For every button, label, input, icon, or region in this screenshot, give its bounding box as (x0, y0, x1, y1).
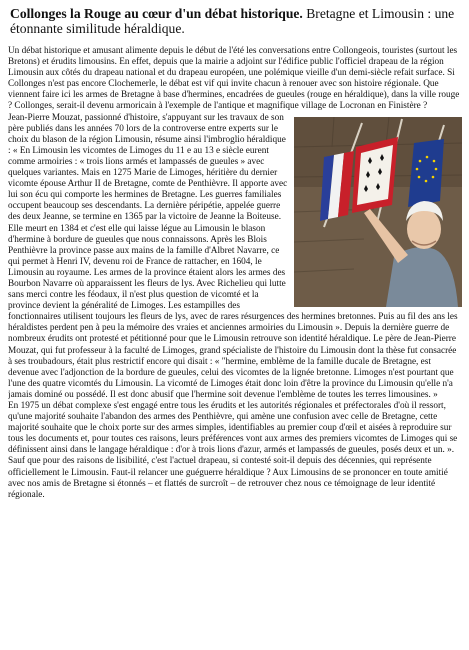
article-photo (294, 117, 462, 307)
article-body (8, 46, 462, 501)
photo-illustration (294, 117, 462, 307)
limousin-flag (352, 137, 398, 213)
paragraph-debate-1975: En 1975 un débat complexe s'est engagé entre tous les érudits et les autorités régionales et préfectorales d'où il ressort, qu'une majorité souhaite l'abandon des armes des Penthièvre, qui amène une confusion avec celle de Bretagne, cette majorité souhaite que le choix porte sur des armes simples, identifiables au premier coup d'œil et aisées à reproduire sur tous les documents et, pour toutes ces raisons, leurs préférences vont aux armes des premiers vicomtes de Limoges qui se définissent ainsi dans le langage héraldique : d'or à trois lions d'azur, armés et lampassés de gueules, posés deux et un. ». (8, 401, 458, 456)
article-page (8, 6, 462, 646)
headline-subtitle: Bretagne et Limousin : une étonnante similitude héraldique. (10, 6, 455, 36)
paragraph-conclusion: Sauf que pour des raisons de lisibilité, c'est l'actuel drapeau, si contesté soit-il depuis des décennies, qui représente officiellement le Limousin. Faut-il relancer une guéguerre héraldique ? Aux Limousins de se prononcer en toute amitié avec nos amis de Bretagne si étonnés – et flattés de surcroît – de retrouver chez nous ce témoignage de leur identité régionale. (8, 456, 448, 500)
headline-bold: Collonges la Rouge au cœur d'un débat historique. (10, 6, 303, 21)
paragraph-intro: Un débat historique et amusant alimente depuis le début de l'été les conversations entre Collongeois, touristes (surtout les Bretons) et érudits limousins. En effet, depuis que la mairie a adjoint sur l'édifice public l'officiel drapeau de la région Limousin aux côtés du drapeau national et du drapeau européen, une polémique vieille d'un demi-siècle refait surface. Si Collonges n'est pas encore Clochemerle, le débat est vif qui invite chacun à renouer avec son histoire régionale. Que viennent faire ici les armes de Bretagne à base d'hermines, encadrées de gueules (rouge en héraldique), dans la ville rouge ? Collonges, serait-il devenu armoricain à l'exemple de l'antique et magnifique village de Locronan en Finistère ? (8, 46, 460, 112)
article-headline (10, 6, 462, 36)
paragraph-history: Jean-Pierre Mouzat, passionné d'histoire, s'appuyant sur les travaux de son père publiés dans les années 70 lors de la controverse entre experts sur le choix du blason de la région Limousin, résume ainsi l'imbroglio héraldique : « En Limousin les vicomtes de Limoges du 11 e au 13 e siècle eurent comme armoiries : « trois lions armés et lampassés de gueules » avec quelques variantes. Mais en 1275 Marie de Limoges, héritière du dernier vicomte épouse Arthur II de Bretagne, comte de Penthièvre. Il apporte avec lui son écu qui comporte les hermines de Bretagne. Les guerres familiales occupent beaucoup ses descendants. La dernière péripétie, appelée guerre des deux Jeanne, se termine en 1365 par la victoire de Jeanne la Boiteuse. Elle meurt en 1384 et c'est elle qui laisse légue au Limousin le blason d'hermine à bordure de gueules que nous connaissons. Après les Blois Penthièvre la province passe aux mains de la famille d'Albret Navarre, ce qui permet à Henri IV, devenu roi de France de rattacher, en 1604, le Limousin au royaume. Les armes de la province étaient alors les armes des Bourbon Navarre où apparaissent les fleurs de lys. Avec Richelieu qui lutte sans merci contre les féodaux, il n'est plus question de vicomté et la province devient la généralité de Limoges. Les estampilles des fonctionnaires utilisent toujours les fleurs de lys, avec de rares résurgences des hermines bretonnes. Puis au fil des ans les héraldistes perdent pen à peu la mémoire des vraies et anciennes armoiries du Limousin ». Depuis la dernière guerre de nombreux érudits ont protesté et pétitionné pour que le Limousin retrouve son identité héraldique. Le père de Jean-Pierre Mouzat, qui fut professeur à la faculté de Limoges, grand spécialiste de l'histoire du Limousin dont la thèse fut consacrée à ses troubadours, était plus restrictif encore qui disait : « "hermine, emblème de la famille ducale de Bretagne, est devenue avec l'adjonction de la bordure de gueules, celui des vicomtes de la lignée bretonne. Limoges n'est pourtant que l'une des quatre vicomtés du Limousin. La vicomté de Limoges était donc loin d'être la province du Limousin qu'elle n'a jamais dominé ou possédé. Il est donc abusif que l'hermine soit devenue l'emblème de toutes les terres limousines. » (8, 112, 458, 400)
